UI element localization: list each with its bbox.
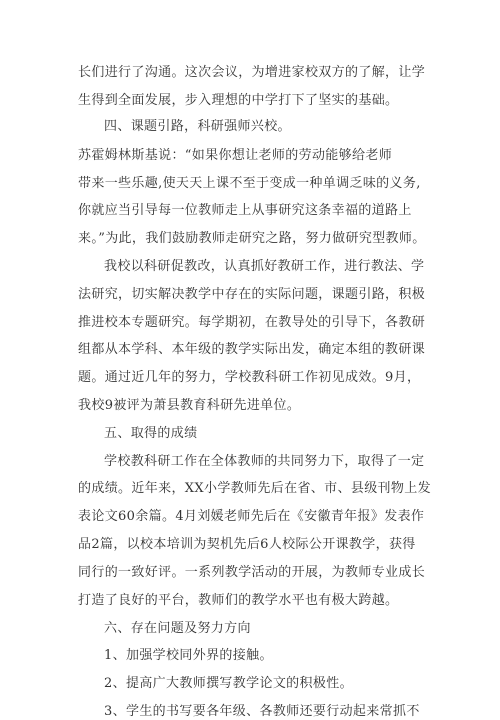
section-heading-6: 六、存在问题及努力方向 [104,621,251,636]
list-item: 3、学生的书写要各年级、各教师还要行动起来常抓不 [104,704,420,719]
section-heading-5: 五、取得的成绩 [104,426,198,441]
paragraph-line: 法研究，切实解决教学中存在的实际问题，课题引路，积极 [78,287,426,302]
paragraph-line: 打造了良好的平台，教师们的教学水平也有极大跨越。 [78,593,399,608]
paragraph-line: 带来一些乐趣,使天天上课不至于变成一种单调乏味的义务, [78,176,421,191]
list-item: 2、提高广大教师撰写教学论文的积极性。 [104,676,353,691]
paragraph-line: 的成绩。近年来，XX小学教师先后在省、市、县级刊物上发 [78,481,431,496]
paragraph-line: 同行的一致好评。一系列教学活动的开展，为教师专业成长 [78,565,426,580]
paragraph-line: 我校以科研促教改，认真抓好教研工作，进行教法、学 [104,259,425,274]
paragraph-line: 组都从本学科、本年级的教学实际出发，确定本组的教研课 [78,342,426,357]
paragraph-line: 表论文60余篇。4月刘媛老师先后在《安徽青年报》发表作 [78,509,425,524]
paragraph-line: 来。”为此，我们鼓励教师走研究之路，努力做研究型教师。 [78,231,426,246]
paragraph-line: 长们进行了沟通。这次会议，为增进家校双方的了解，让学 [78,65,426,80]
section-heading-4: 四、课题引路，科研强师兴校。 [104,119,291,134]
paragraph-line: 学校教科研工作在全体教师的共同努力下，取得了一定 [104,454,425,469]
paragraph-line: 生得到全面发展，步入理想的中学打下了坚实的基础。 [78,93,399,108]
paragraph-line: 你就应当引导每一位教师走上从事研究这条幸福的道路上 [78,203,412,218]
paragraph-line: 题。通过近几年的努力，学校教科研工作初见成效。9月， [78,370,421,385]
paragraph-line: 苏霍姆林斯基说：“如果你想让老师的劳动能够给老师 [78,148,393,163]
paragraph-line: 品2篇，以校本培训为契机先后6人校际公开课教学，获得 [78,537,416,552]
list-item: 1、加强学校同外界的接触。 [104,648,273,663]
paragraph-line: 推进校本专题研究。每学期初，在教导处的引导下，各教研 [78,315,426,330]
paragraph-line: 我校9被评为萧县教育科研先进单位。 [78,398,301,413]
